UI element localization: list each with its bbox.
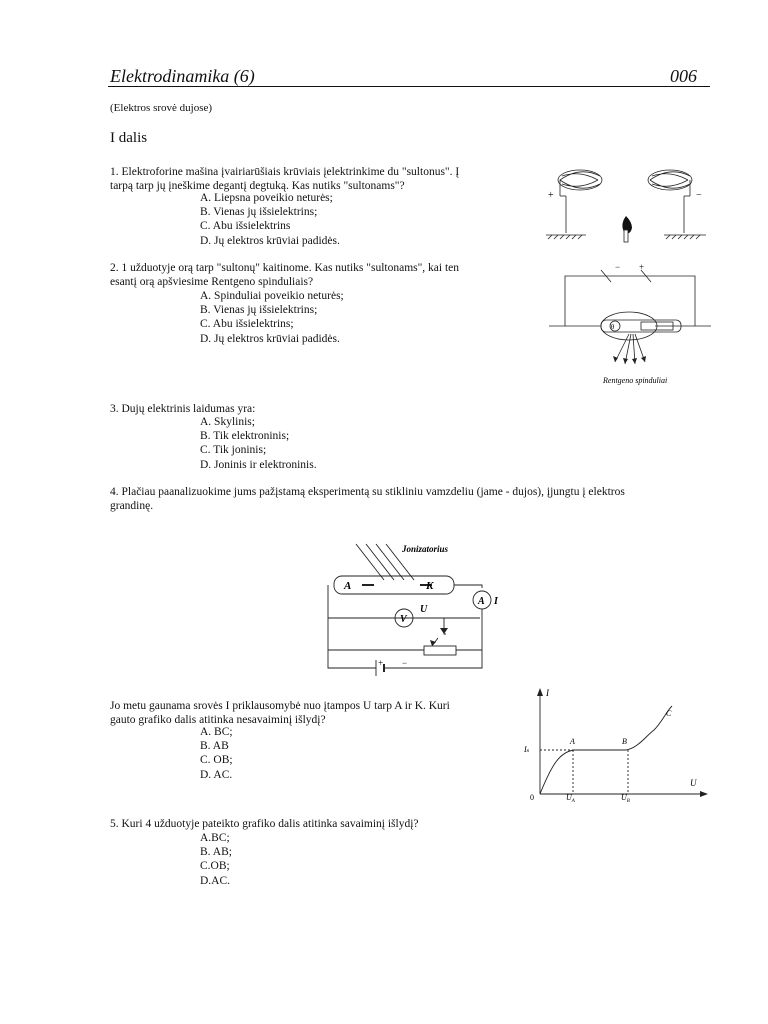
options-4 (200, 725, 233, 782)
question-text: 5. Kuri 4 užduotyje pateikto grafiko dalis atitinka savaiminį išlydį? (110, 818, 419, 830)
option: C. OB; (200, 754, 233, 767)
question-text: 4. Plačiau paanalizuokime jums pažįstamą eksperimentą su stikliniu vamzdeliu (jame - dujos), įjungtu į elektros (110, 486, 625, 498)
options-1 (200, 191, 340, 248)
question-text: gauto grafiko dalis atitinka nesavaiminį išlydį? (110, 714, 326, 726)
options-3 (200, 415, 317, 472)
subtitle: (Elektros srovė dujose) (110, 102, 213, 114)
minus-sign: − (615, 262, 621, 272)
figure-iv-graph (512, 686, 712, 804)
voltage-label: U (420, 604, 428, 615)
option: C.OB; (200, 860, 230, 873)
anode-label: A (344, 580, 352, 592)
option: B. AB; (200, 846, 232, 859)
option: D.AC. (200, 874, 231, 887)
options-5 (200, 831, 232, 888)
question-text: esantį orą apšviesime Rentgeno spinduliais? (110, 276, 314, 288)
option: C. Abu išsielektrins (200, 220, 291, 233)
page-title: Elektrodinamika (6) (110, 66, 255, 86)
option: D. Joninis ir elektroninis. (200, 458, 317, 471)
figure-caption: Rentgeno spinduliai (603, 376, 668, 385)
ammeter-label: A (478, 596, 485, 607)
axis-label-u: U (690, 778, 697, 788)
figure-ionizer-circuit (320, 538, 500, 678)
question-1 (110, 165, 530, 193)
option: A. Spinduliai poveikio neturės; (200, 290, 344, 302)
question-text: tarpą tarp jų įneškime degantį degtuką. Kas nutiks "sultonams"? (110, 180, 405, 192)
question-2 (110, 261, 530, 289)
point-c-label: C (666, 709, 672, 718)
question-text: grandinę. (110, 500, 154, 512)
question-3 (110, 402, 255, 416)
option: A. BC; (200, 726, 233, 738)
voltmeter-label: V (400, 614, 407, 625)
option: D. AC. (200, 768, 233, 781)
option: D. Jų elektros krūviai padidės. (200, 234, 340, 247)
option: B. Vienas jų išsielektrins; (200, 206, 318, 219)
option: A.BC; (200, 832, 230, 844)
point-b-label: B (622, 737, 627, 746)
option: D. Jų elektros krūviai padidės. (200, 332, 340, 345)
option: B. Vienas jų išsielektrins; (200, 304, 318, 317)
part-label: I dalis (110, 130, 148, 146)
current-label: I (494, 596, 498, 607)
option: C. Abu išsielektrins; (200, 318, 294, 331)
question-text: Jo metu gaunama srovės I priklausomybė nuo įtampos U tarp A ir K. Kuri (110, 700, 450, 712)
saturation-current-label: Iₛ (524, 745, 530, 754)
cathode-label: K (426, 580, 434, 592)
ionizer-label: Jonizatorius (402, 544, 449, 554)
figure-xray-circuit (545, 258, 715, 390)
option: C. Tik joninis; (200, 444, 267, 457)
option: A. Skylinis; (200, 416, 255, 428)
plus-sign: + (378, 658, 384, 668)
ua-label: $U_A$ (566, 793, 575, 804)
origin-label: 0 (530, 793, 534, 802)
figure-electroscopes (540, 158, 715, 243)
header-rule (108, 86, 710, 87)
question-5 (110, 817, 419, 831)
option: B. Tik elektroninis; (200, 430, 290, 443)
question-4-continued (110, 699, 510, 727)
plus-sign: + (548, 190, 554, 201)
question-text: 1. Elektroforine mašina įvairiarūšiais krūviais įelektrinkime du "sultonus". Į (110, 166, 460, 178)
page-number: 006 (670, 66, 697, 86)
theta-label: θ (611, 323, 615, 331)
question-text: 2. 1 užduotyje orą tarp "sultonų" kaitinome. Kas nutiks "sultonams", kai ten (110, 262, 460, 274)
option: A. Liepsna poveikio neturės; (200, 192, 333, 204)
ub-label: $U_B$ (621, 793, 630, 804)
question-text: 3. Dujų elektrinis laidumas yra: (110, 403, 256, 415)
plus-sign: + (639, 262, 645, 272)
point-a-label: A (570, 737, 575, 746)
minus-sign: − (696, 190, 702, 201)
options-2 (200, 289, 344, 346)
option: B. AB (200, 740, 229, 753)
question-4 (110, 485, 720, 513)
minus-sign: − (402, 658, 408, 668)
axis-label-i: I (546, 688, 549, 698)
